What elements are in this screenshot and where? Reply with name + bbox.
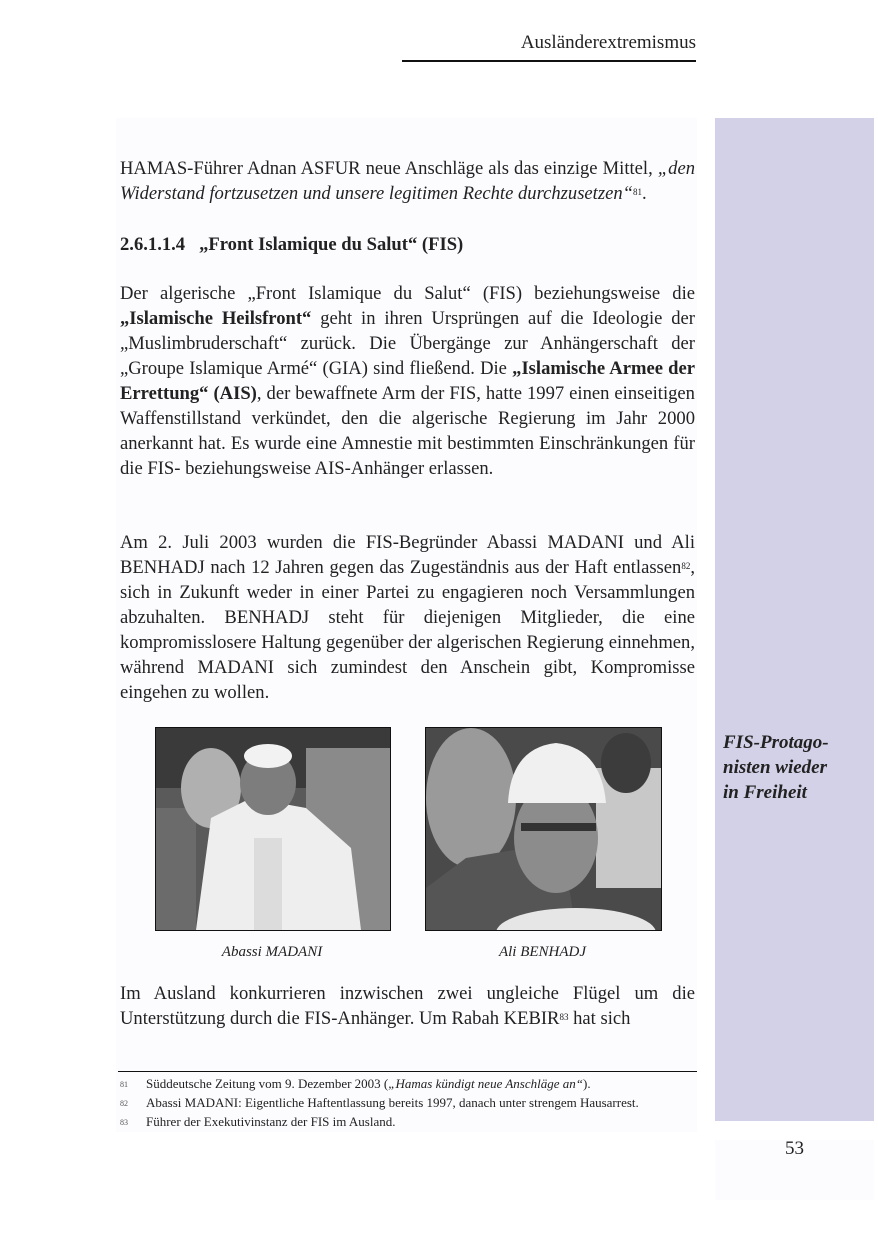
p2-text: Am 2. Juli 2003 wurden die FIS-Begründer Abassi MADANI und Ali BENHADJ nach 12 Jahren gegen das Zugeständnis aus der Haft entlassen	[120, 532, 695, 578]
footnote-ref-83[interactable]: 83	[559, 1012, 569, 1022]
margin-note	[723, 730, 863, 805]
footnote-text: Abassi MADANI: Eigentliche Haftentlassung bereits 1997, danach unter strengem Hausarrest.	[146, 1095, 639, 1110]
photo-benhadj-image	[426, 728, 661, 930]
footnotes	[120, 1075, 700, 1132]
footnote-divider	[118, 1071, 697, 1072]
margin-note-line: nisten wieder	[723, 757, 827, 778]
photo-madani-image	[156, 728, 390, 930]
section-number: 2.6.1.1.4	[120, 234, 186, 255]
footnote-83	[120, 1113, 700, 1132]
p3-text: hat sich	[568, 1008, 631, 1029]
footnote-text: Führer der Exekutivinstanz der FIS im Ausland.	[146, 1114, 396, 1129]
section-title: „Front Islamique du Salut“ (FIS)	[199, 234, 464, 255]
margin-note-line: FIS-Protago-	[723, 732, 829, 753]
caption-benhadj: Ali BENHADJ	[498, 944, 587, 960]
photo-ali-benhadj	[425, 727, 662, 931]
intro-text: HAMAS-Führer Adnan ASFUR neue Anschläge als das einzige Mittel,	[120, 158, 658, 179]
footnote-ref-82[interactable]: 82	[681, 561, 691, 571]
paragraph-abroad	[120, 981, 695, 1031]
p1-bold-heilsfront: „Islamische Heilsfront“	[120, 308, 312, 329]
p1-text: , der bewaffnete Arm der FIS, hatte 1997 einen einseitigen Waffenstillstand verkündet, den die algerische Regierung im Jahr 2000 anerkannt hat. Es wurde eine Amnestie mit bestimmten Einschränkungen für die FIS- beziehungsweise AIS-Anhänger erlassen.	[120, 383, 695, 479]
running-header: Ausländerextremismus	[402, 30, 696, 62]
footnote-ref-81[interactable]: 81	[632, 187, 642, 197]
p1-bold-ais: „Islamische Armee der Errettung“ (AIS)	[120, 358, 696, 404]
section-heading	[120, 232, 463, 257]
footnote-end: ).	[583, 1076, 591, 1091]
paragraph-fis	[120, 281, 695, 481]
intro-quote: „den Widerstand fortzusetzen und unsere legitimen Rechte durchzusetzen“	[120, 158, 695, 204]
p1-text: Der algerische „Front Islamique du Salut“ (FIS) beziehungsweise die	[120, 283, 695, 304]
footnote-81	[120, 1075, 700, 1094]
footnote-text: Süddeutsche Zeitung vom 9. Dezember 2003 (	[146, 1076, 389, 1091]
footnote-82	[120, 1094, 700, 1113]
margin-sidebar	[715, 118, 874, 1121]
footnote-number: 83	[120, 1118, 128, 1127]
footnote-italic: „Hamas kündigt neue Anschläge an“	[388, 1076, 583, 1091]
intro-paragraph	[120, 156, 695, 206]
caption-madani: Abassi MADANI	[221, 944, 323, 960]
page-number: 53	[785, 1138, 804, 1159]
footnote-number: 82	[120, 1099, 128, 1108]
paragraph-release	[120, 530, 695, 705]
photo-abassi-madani	[155, 727, 391, 931]
p1-text: geht in ihren Ursprüngen auf die Ideologie der „Muslimbruderschaft“ zurück. Die Übergänge zur Anhängerschaft der „Groupe Islamique Armé“ (GIA) sind fließend. Die	[120, 308, 695, 379]
p3-text: Im Ausland konkurrieren inzwischen zwei ungleiche Flügel um die Unterstützung durch die FIS-Anhänger. Um Rabah KEBIR	[120, 983, 695, 1029]
intro-end: .	[641, 183, 647, 204]
p2-text: , sich in Zukunft weder in einer Partei zu engagieren noch Versammlungen abzuhalten. BENHADJ steht für diejenigen Mitglieder, die eine kompromisslosere Haltung gegenüber der algerischen Regierung einnehmen, während MADANI sich zumindest den Anschein gibt, Kompromisse eingehen zu wollen.	[120, 557, 695, 703]
margin-note-line: in Freiheit	[723, 782, 807, 803]
footnote-number: 81	[120, 1080, 128, 1089]
